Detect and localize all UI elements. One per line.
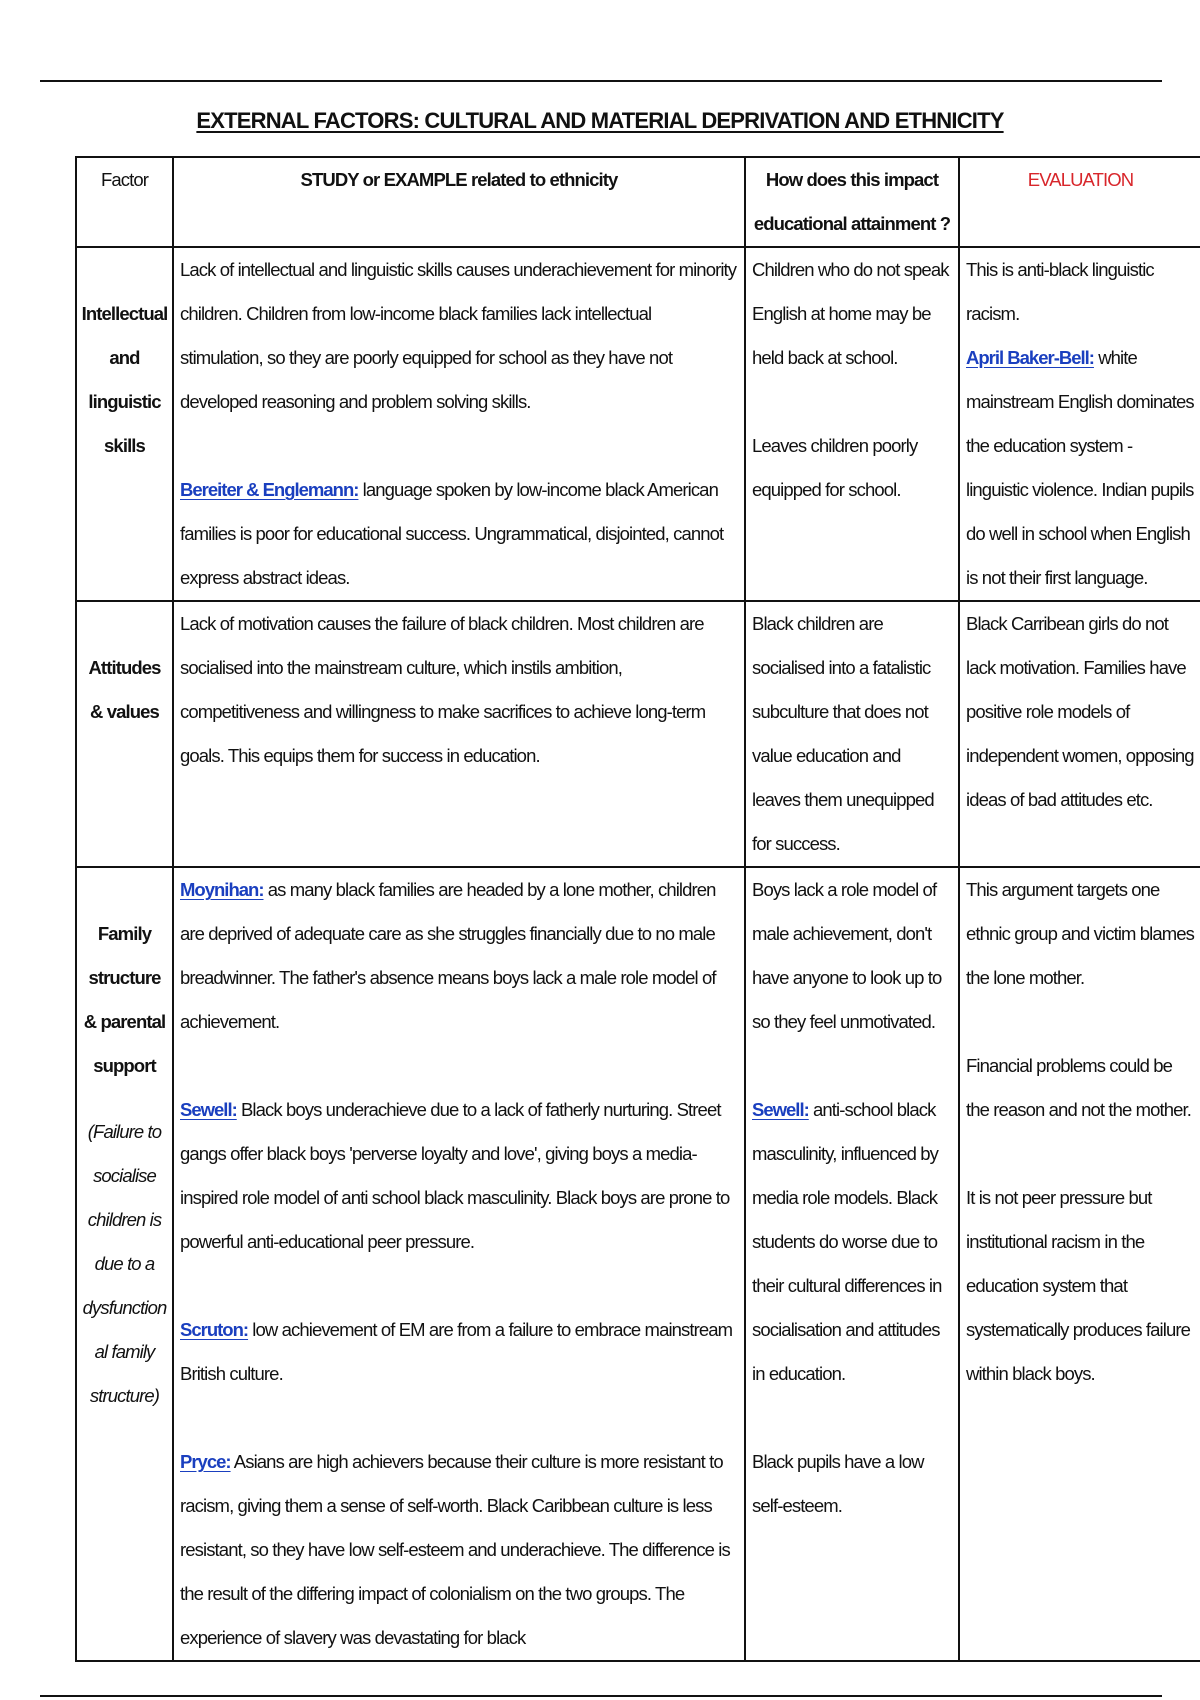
impact-cell [745,247,959,601]
evaluation-text: Black Carribean girls do not lack motivation. Families have positive role models of independent women, opposing ideas of bad attitudes etc. [966,613,1194,810]
study-text: Bereiter & Englemann: language spoken by low-income black American families is poor for educational success. Ungrammatical, disjointed, cannot express abstract ideas. [180,479,724,588]
evaluation-text: Financial problems could be the reason and not the mother. [966,1055,1191,1120]
bottom-rule [40,1695,1162,1697]
study-name-link[interactable]: Sewell: [752,1099,809,1120]
study-cell [173,867,745,1661]
impact-cell [745,867,959,1661]
evaluation-cell [959,867,1200,1661]
study-name-link[interactable]: Bereiter & Englemann: [180,479,359,500]
evaluation-text: April Baker-Bell: white mainstream English dominates the education system - linguistic violence. Indian pupils do well in school when English is not their first language. [966,347,1194,588]
factor-cell: Intellectual and linguistic skills [76,247,173,601]
header-impact: How does this impact educational attainment ? [745,157,959,247]
table-row-intellectual [76,247,1200,601]
study-name-link[interactable]: Scruton: [180,1319,249,1340]
impact-text: Boys lack a role model of male achievement, don't have anyone to look up to so they feel unmotivated. [752,879,942,1032]
study-text: Sewell: Black boys underachieve due to a lack of fatherly nurturing. Street gangs offer black boys 'perverse loyalty and love', giving boys a media-inspired role model of anti school black masculinity. Black boys are prone to powerful anti-educational peer pressure. [180,1099,730,1252]
study-text: Moynihan: as many black families are headed by a lone mother, children are deprived of adequate care as she struggles financially due to no male breadwinner. The father's absence means boys lack a male role model of achievement. [180,879,716,1032]
study-text: Lack of intellectual and linguistic skills causes underachievement for minority children. Children from low-income black families lack intellectual stimulation, so they are poorly equipped for school as they have not developed reasoning and problem solving skills. [180,259,737,412]
study-name-link[interactable]: Moynihan: [180,879,264,900]
impact-text: Children who do not speak English at home may be held back at school. [752,259,949,368]
study-cell [173,601,745,867]
evaluation-text: It is not peer pressure but institutional racism in the education system that systematically produces failure within black boys. [966,1187,1191,1384]
evaluation-text: This argument targets one ethnic group and victim blames the lone mother. [966,879,1195,988]
page-title: EXTERNAL FACTORS: CULTURAL AND MATERIAL DEPRIVATION AND ETHNICITY [196,108,1004,133]
factor-cell [76,867,173,1661]
impact-text: Black children are socialised into a fatalistic subculture that does not value education and leaves them unequipped for success. [752,613,934,854]
factor-label: Family structure & parental support [83,923,166,1076]
evaluation-cell [959,601,1200,867]
header-study: STUDY or EXAMPLE related to ethnicity [173,157,745,247]
study-name-link[interactable]: April Baker-Bell: [966,347,1094,368]
header-factor: Factor [76,157,173,247]
impact-text: Leaves children poorly equipped for school. [752,435,918,500]
impact-text: Black pupils have a low self-esteem. [752,1451,924,1516]
study-text: Scruton: low achievement of EM are from a failure to embrace mainstream British culture. [180,1319,733,1384]
impact-cell [745,601,959,867]
top-rule [40,80,1162,82]
impact-text: Sewell: anti-school black masculinity, influenced by media role models. Black students do worse due to their cultural differences in socialisation and attitudes in education. [752,1099,942,1384]
evaluation-cell [959,247,1200,601]
header-row [76,157,1200,247]
evaluation-text: This is anti-black linguistic racism. [966,259,1154,324]
study-name-link[interactable]: Pryce: [180,1451,231,1472]
study-name-link[interactable]: Sewell: [180,1099,237,1120]
factor-cell: Attitudes & values [76,601,173,867]
header-evaluation: EVALUATION [959,157,1200,247]
factor-note: (Failure to socialise children is due to a dysfunction al family structure) [82,1121,167,1406]
study-text: Pryce: Asians are high achievers because their culture is more resistant to racism, giving them a sense of self-worth. Black Caribbean culture is less resistant, so they have low self-esteem and underachieve. The difference is the result of the differing impact of colonialism on the two groups. The experience of slavery was devastating for black [180,1451,730,1648]
table-row-attitudes [76,601,1200,867]
factors-table [75,156,1200,1662]
table-row-family [76,867,1200,1661]
study-cell [173,247,745,601]
study-text: Lack of motivation causes the failure of black children. Most children are socialised into the mainstream culture, which instils ambition, competitiveness and willingness to make sacrifices to achieve long-term goals. This equips them for success in education. [180,613,706,766]
